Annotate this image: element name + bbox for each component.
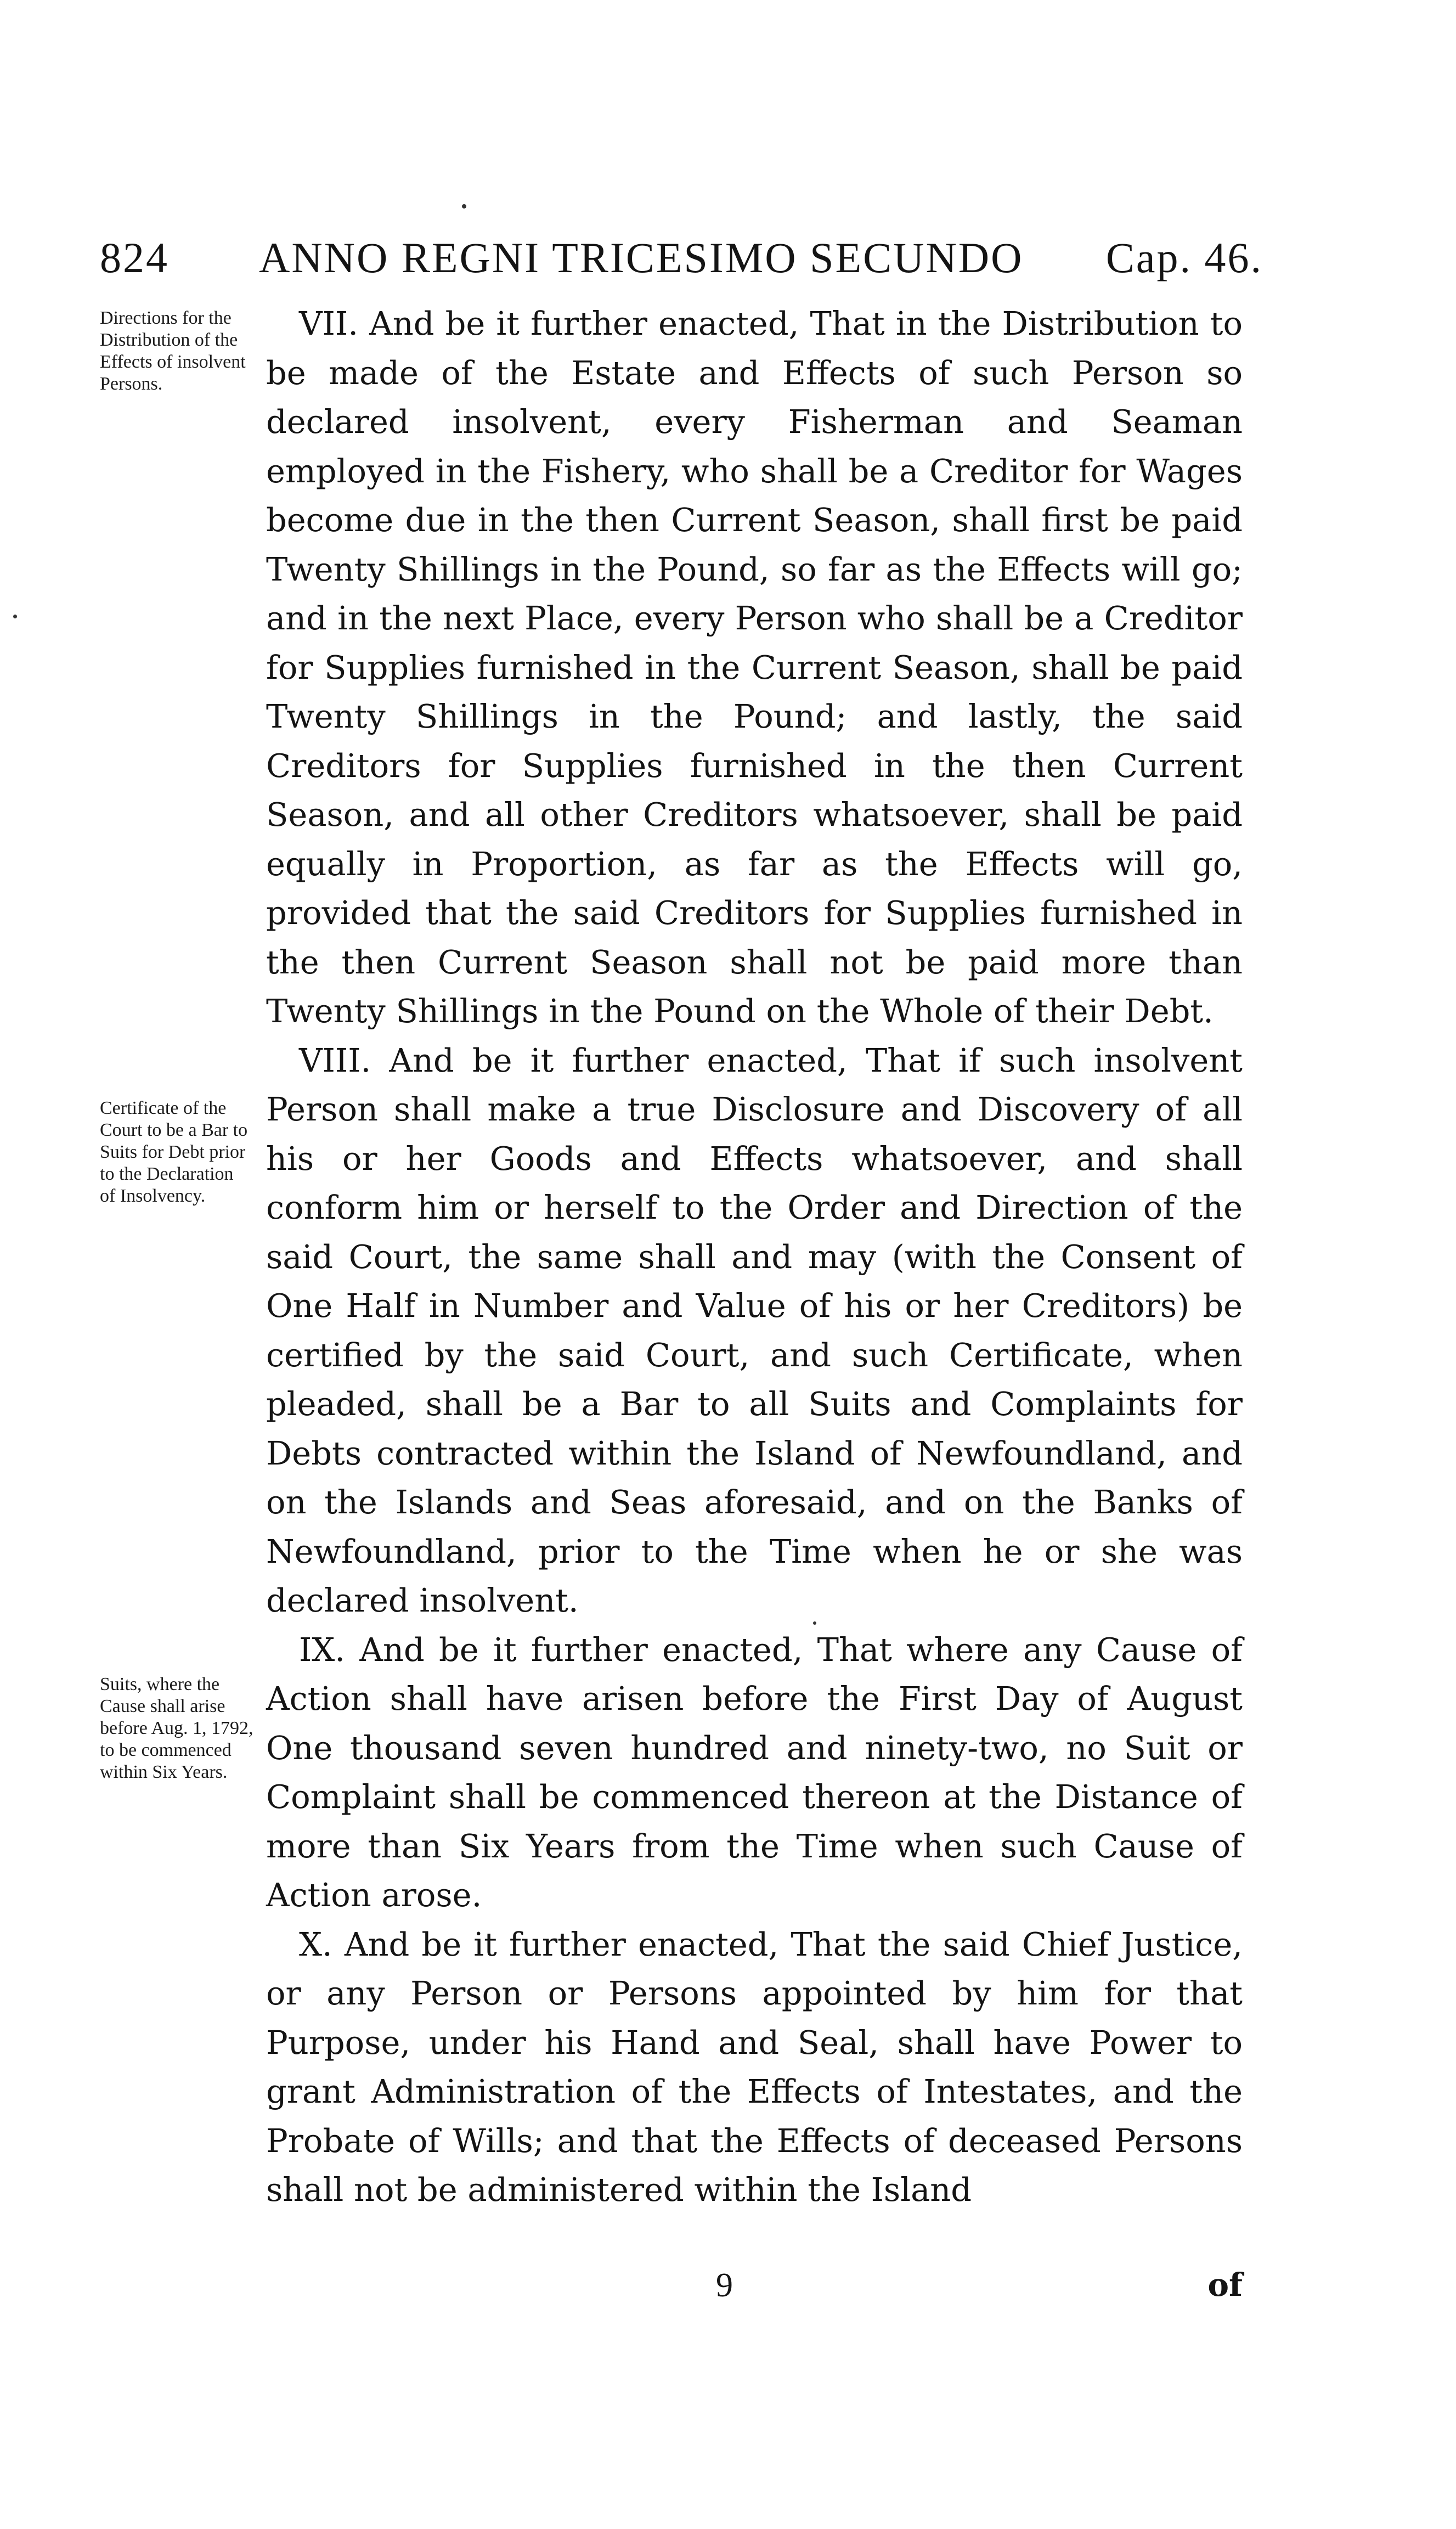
section-ix: IX. And be it further enacted, That where any Cause of Action shall have arisen before the First Day of August One thousand seven hundred and ninety-two, no Suit or Complaint shall be commenced thereon at the Distance of more than Six Years from the Time when such Cause of Action arose.	[266, 1630, 1243, 1914]
section-vii: VII. And be it further enacted, That in the Distribution to be made of the Estate and Effects of such Person so declared insolvent, every Fisherman and Seaman employed in the Fishery, who shall be a Creditor for Wages become due in the then Current Season, shall first be paid Twenty Shillings in the Pound, so far as the Effects will go; and in the next Place, every Person who shall be a Creditor for Supplies furnished in the Current Season, shall be paid Twenty Shillings in the Pound; and lastly, the said Creditors for Supplies furnished in the then Current Season, and all other Creditors whatsoever, shall be paid equally in Proportion, as far as the Effects will go, provided that the said Creditors for Supplies furnished in the then Current Season shall not be paid more than Twenty Shillings in the Pound on the Whole of their Debt.	[266, 305, 1243, 1030]
catchword: of	[1207, 2266, 1243, 2303]
margin-note-distribution: Directions for the Distribution of the Effects of insolvent Persons.	[100, 308, 246, 394]
ink-speck	[462, 204, 466, 209]
running-header	[100, 233, 1263, 299]
chapter-number: Cap. 46.	[1105, 234, 1263, 281]
signature-mark: 9	[716, 2267, 733, 2304]
ink-speck	[813, 1621, 816, 1625]
page-number: 824	[100, 234, 169, 281]
ink-speck	[13, 615, 17, 618]
running-title: ANNO REGNI TRICESIMO SECUNDO	[259, 234, 1024, 281]
margin-note-suits: Suits, where the Cause shall arise before Aug. 1, 1792, to be commenced within Six Years.	[100, 1674, 253, 1782]
margin-note-certificate: Certificate of the Court to be a Bar to Suits for Debt prior to the Declaration of Insolvency.	[100, 1098, 248, 1206]
statute-text	[266, 299, 1243, 2215]
section-x: X. And be it further enacted, That the said Chief Justice, or any Person or Persons appointed by him for that Purpose, under his Hand and Seal, shall have Power to grant Administration of the Effects of Intestates, and the Probate of Wills; and that the Effects of deceased Persons shall not be administered within the Island	[266, 1925, 1243, 2209]
page-footer	[266, 2266, 1243, 2310]
section-viii: VIII. And be it further enacted, That if such insolvent Person shall make a true Disclosure and Discovery of all his or her Goods and Effects whatsoever, and shall conform him or herself to the Order and Direction of the said Court, the same shall and may (with the Consent of One Half in Number and Value of his or her Creditors) be certified by the said Court, and such Certificate, when pleaded, shall be a Bar to all Suits and Complaints for Debts contracted within the Island of Newfoundland, and on the Islands and Seas aforesaid, and on the Banks of Newfoundland, prior to the Time when he or she was declared insolvent.	[266, 1041, 1243, 1619]
